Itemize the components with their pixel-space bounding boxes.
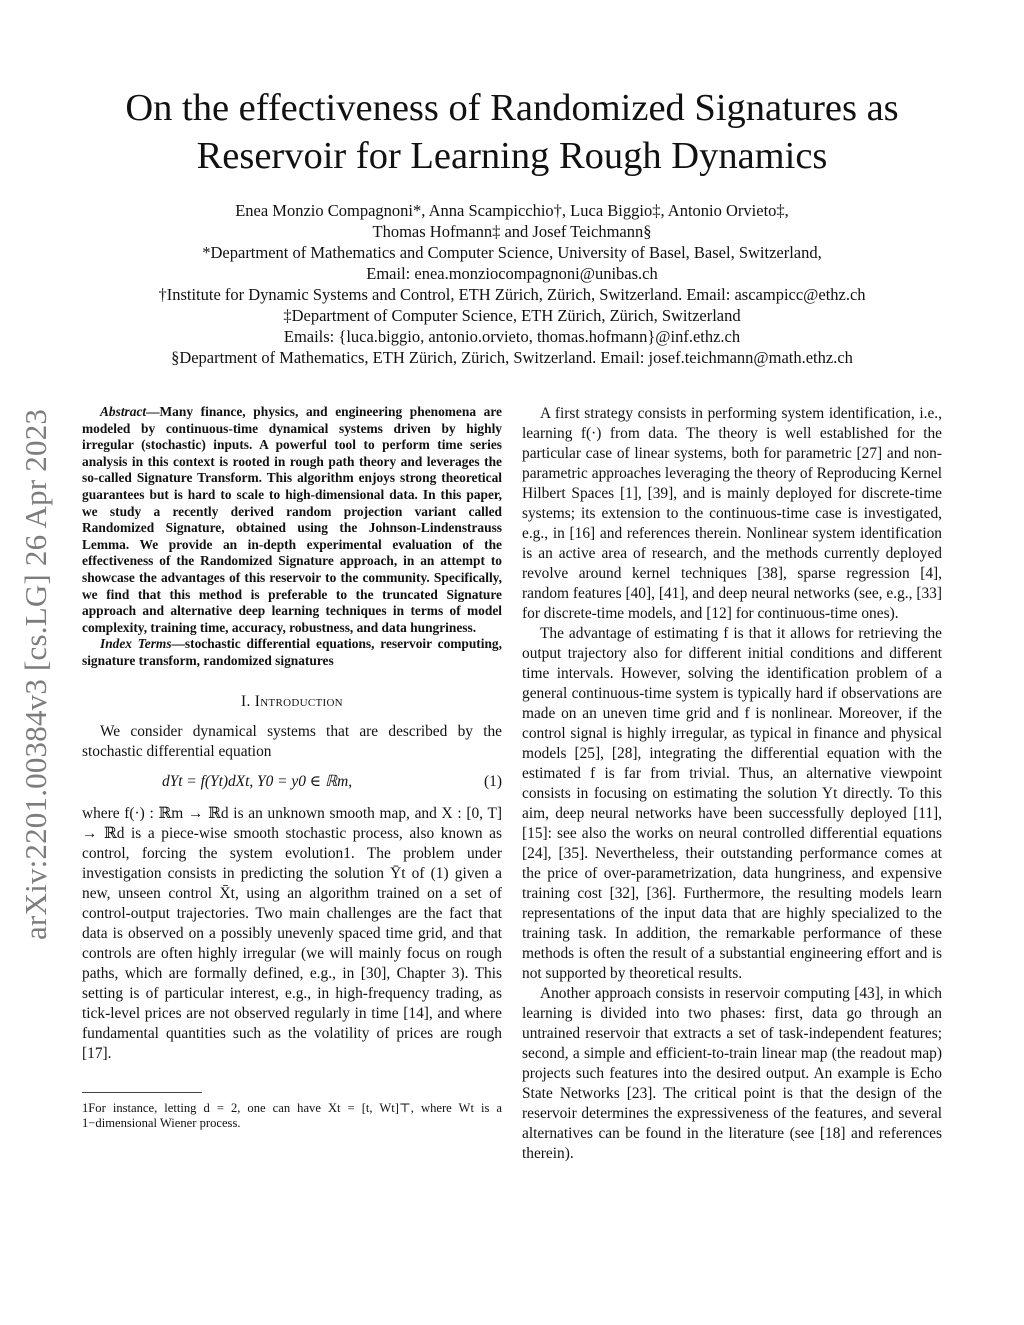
equation-number: (1): [484, 772, 502, 790]
right-paragraph-1: A first strategy consists in performing system identification, i.e., learning f(·) from data. The theory is well established for the particular case of linear systems, both for parametric [27] and non-parametric approaches leveraging the theory of Reproducing Kernel Hilbert Spaces [1], [39], and is mainly deployed for discrete-time systems; its extension to the continuous-time case is investigated, e.g., in [16] and references therein. Nonlinear system identification is an active area of research, and the methods currently deployed revolve around kernel techniques [38], sparse regression [4], random features [40], [41], and deep neural networks (see, e.g., [33] for discrete-time models, and [12] for continuous-time ones).: [522, 405, 942, 622]
title-line-1: On the effectiveness of Randomized Signatures as: [125, 87, 899, 129]
affiliation-cs-eth-emails: Emails: {luca.biggio, antonio.orvieto, thomas.hofmann}@inf.ethz.ch: [283, 327, 741, 346]
title-line-2: Reservoir for Learning Rough Dynamics: [196, 135, 828, 177]
abstract: [82, 404, 502, 636]
abstract-text: —Many finance, physics, and engineering phenomena are modeled by continuous-time dynamical systems driven by highly irregular (stochastic) inputs. A powerful tool to perform time series analysis in this context is rooted in rough path theory and leverages the so-called Signature Transform. This algorithm enjoys strong theoretical guarantees but is hard to scale to high-dimensional data. In this paper, we study a recently derived random projection variant called Randomized Signature, obtained using the Johnson-Lindenstrauss Lemma. We provide an in-depth experimental evaluation of the effectiveness of the Randomized Signature approach, in an attempt to showcase the advantages of this reservoir to the community. Specifically, we find that this method is preferable to the truncated Signature approach and alternative deep learning techniques in terms of model complexity, training time, accuracy, robustness, and data hungriness.: [82, 404, 502, 635]
intro-paragraph-1: We consider dynamical systems that are described by the stochastic differential equation: [82, 722, 502, 760]
author-line-1: Enea Monzio Compagnoni*, Anna Scampicchio†, Luca Biggio‡, Antonio Orvieto‡,: [235, 201, 789, 220]
index-terms: [82, 636, 502, 669]
paper-title: [60, 84, 964, 180]
left-column: [82, 404, 502, 1132]
section-heading-introduction: I. Introduction: [241, 692, 343, 710]
affiliation-cs-eth: ‡Department of Computer Science, ETH Zürich, Zürich, Switzerland: [283, 306, 741, 325]
index-terms-label: Index Terms: [100, 636, 172, 652]
author-line-2: Thomas Hofmann‡ and Josef Teichmann§: [372, 222, 652, 241]
equation-body: dYt = f(Yt)dXt, Y0 = y0 ∈ ℝm,: [162, 772, 353, 790]
footnote-1: 1For instance, letting d = 2, one can have Xt = [t, Wt]⊤, where Wt is a 1−dimensional Wiener process.: [82, 1100, 502, 1130]
footnote-divider: [82, 1092, 202, 1093]
author-block: [60, 200, 964, 368]
right-paragraph-2: The advantage of estimating f is that it allows for retrieving the output trajectory also for different initial conditions and different time intervals. However, solving the identification problem of a general continuous-time system is typically hard if observations are made on an uneven time grid and f is nonlinear. Moreover, if the control signal is highly irregular, as typical in finance and physical models [25], [28], integrating the differential equation with the estimated f is far from trivial. Thus, an alternative viewpoint consists in focusing on estimating the solution Yt directly. To this aim, deep neural networks have been successfully deployed [11], [15]: see also the works on neural controlled differential equations [24], [35]. Nevertheless, their outstanding performance comes at the price of over-parametrization, data hungriness, and expensive training cost [32], [36]. Furthermore, the resulting models learn representations of the input data that are highly specialized to the training task. In addition, the remarkable performance of these methods is often the result of a substantial engineering effort and is not supported by theoretical results.: [522, 625, 942, 982]
arxiv-identifier: arXiv:2201.00384v3 [cs.LG] 26 Apr 2023: [18, 408, 53, 940]
intro-paragraph-2: where f(·) : ℝm → ℝd is an unknown smooth map, and X : [0, T] → ℝd is a piece-wise smooth stochastic process, also known as control, forcing the system evolution1. The problem under investigation consists in predicting the solution Ȳt of (1) given a new, unseen control X̄t, using an algorithm trained on a set of control-output trajectories. Two main challenges are the fact that data is observed on a possibly unevenly spaced time grid, and that controls are often highly irregular (we will mainly focus on rough paths, which are formally defined, e.g., in [30], Chapter 3). This setting is of particular interest, e.g., in high-frequency trading, as tick-level prices are not observed regularly in time [14], and where fundamental quantities such as the volatility of prices are rough [17].: [82, 804, 502, 1062]
affiliation-basel-email: Email: enea.monziocompagnoni@unibas.ch: [366, 264, 658, 283]
right-paragraph-3: Another approach consists in reservoir computing [43], in which learning is divided into two phases: first, data go through an untrained reservoir that extracts a set of task-independent features; second, a simple and efficient-to-train linear map (the readout map) projects such features into the desired output. An example is Echo State Networks [23]. The critical point is that the design of the reservoir determines the expressiveness of the features, and several alternatives can be found in the literature (see [18] and references therein).: [522, 985, 942, 1162]
affiliation-idsc: †Institute for Dynamic Systems and Control, ETH Zürich, Zürich, Switzerland. Email: ascampicc@ethz.ch: [158, 285, 866, 304]
affiliation-basel: *Department of Mathematics and Computer Science, University of Basel, Basel, Switzerland,: [202, 243, 822, 262]
affiliation-math-eth: §Department of Mathematics, ETH Zürich, Zürich, Switzerland. Email: josef.teichmann@math.ethz.ch: [171, 348, 853, 367]
abstract-label: Abstract: [100, 404, 147, 419]
index-terms-text: —stochastic differential equations, reservoir computing, signature transform, randomized signatures: [82, 636, 502, 668]
equation-1: [82, 772, 502, 792]
right-column: [522, 404, 942, 1164]
